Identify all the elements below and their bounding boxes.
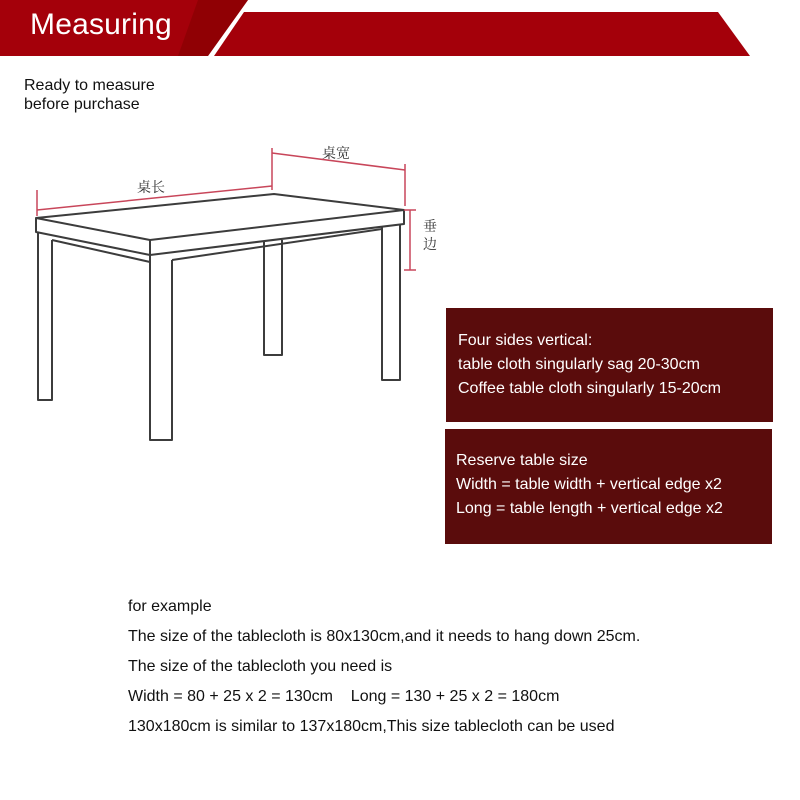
example-line: The size of the tablecloth you need is bbox=[128, 658, 393, 675]
example-line: for example bbox=[128, 598, 212, 615]
table-width-label: 桌宽 bbox=[322, 146, 350, 162]
info-line: Long = table length + vertical edge x2 bbox=[456, 500, 723, 517]
example-line: Width = 80 + 25 x 2 = 130cm Long = 130 + 25 x 2 = 180cm bbox=[128, 688, 560, 705]
table-leg bbox=[38, 232, 52, 400]
info-line: Reserve table size bbox=[456, 452, 588, 469]
table-leg bbox=[382, 225, 400, 380]
vertical-edge-label: 垂边 bbox=[423, 219, 437, 253]
intro-line: before purchase bbox=[24, 96, 140, 113]
example-line: 130x180cm is similar to 137x180cm,This size tablecloth can be used bbox=[128, 718, 615, 735]
example-text bbox=[128, 597, 640, 747]
table-illustration bbox=[0, 130, 460, 450]
header-banner bbox=[0, 0, 800, 56]
info-line: Width = table width + vertical edge x2 bbox=[456, 476, 722, 493]
table-length-label: 桌长 bbox=[137, 180, 165, 196]
info-line: Coffee table cloth singularly 15-20cm bbox=[458, 380, 721, 397]
info-line: Four sides vertical: bbox=[458, 332, 593, 349]
table-leg bbox=[150, 255, 172, 440]
page-title: Measuring bbox=[30, 8, 172, 41]
info-box-vertical-sides bbox=[446, 308, 773, 422]
info-line: table cloth singularly sag 20-30cm bbox=[458, 356, 700, 373]
table-leg bbox=[264, 240, 282, 355]
info-box-reserve-size bbox=[445, 429, 772, 544]
intro-text bbox=[24, 76, 155, 114]
example-line: The size of the tablecloth is 80x130cm,and it needs to hang down 25cm. bbox=[128, 628, 641, 645]
intro-line: Ready to measure bbox=[24, 77, 155, 94]
